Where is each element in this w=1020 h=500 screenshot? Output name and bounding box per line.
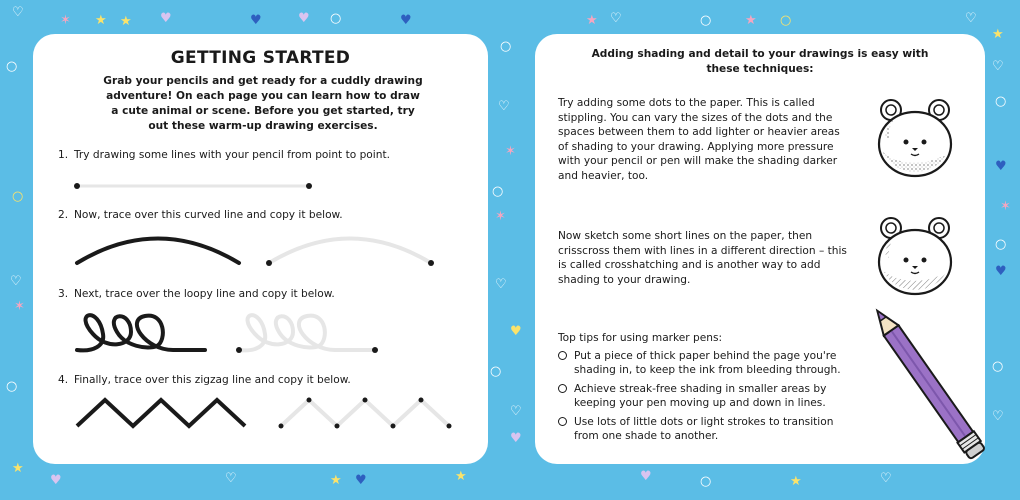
intro-text: Grab your pencils and get ready for a cuddly drawing adventure! On each page you can learn how to draw a cute animal or scene. Before you get started, try out these warm-up drawing exercises. — [103, 75, 423, 132]
heart-icon: ♡ — [12, 5, 24, 20]
heart-icon: ♡ — [510, 404, 522, 419]
star-icon: ★ — [790, 474, 802, 489]
bear-face-icon — [875, 96, 955, 178]
tip-text: Use lots of little dots or light strokes to transition from one shade to another. — [574, 416, 834, 442]
star-icon: ✶ — [505, 144, 516, 159]
tips-heading: Top tips for using marker pens: — [558, 332, 723, 344]
circle-icon: ○ — [12, 189, 24, 204]
heart-icon: ♡ — [498, 99, 510, 114]
heart-icon: ♥ — [298, 11, 310, 26]
heart-icon: ♡ — [965, 11, 977, 26]
heart-icon: ♡ — [610, 11, 622, 26]
star-icon: ✶ — [495, 209, 506, 224]
tip-text: Achieve streak-free shading in smaller areas by keeping your pen moving up and down in lines. — [574, 383, 827, 409]
heart-icon: ♡ — [10, 274, 22, 289]
heart-icon: ♥ — [160, 11, 172, 26]
bear-face-icon — [875, 214, 955, 296]
step-text: Next, trace over the loopy line and copy it below. — [74, 288, 335, 300]
step-text: Finally, trace over this zigzag line and copy it below. — [74, 374, 351, 386]
heart-icon: ♥ — [400, 13, 412, 28]
step-number: 2. — [58, 209, 69, 221]
heart-icon: ♥ — [640, 469, 652, 484]
star-icon: ★ — [586, 13, 598, 28]
circle-icon: ○ — [992, 359, 1004, 374]
pencil-icon — [870, 316, 1005, 476]
step-number: 1. — [58, 149, 69, 161]
crosshatching-text: Now sketch some short lines on the paper, then crisscross them with lines in a different direction – this is called crosshatching and is another way to add shading to your drawing. — [558, 230, 847, 286]
heart-icon: ♥ — [510, 324, 522, 339]
heart-icon: ♡ — [880, 471, 892, 486]
heart-icon: ♡ — [225, 471, 237, 486]
circle-icon — [558, 351, 567, 360]
star-icon: ★ — [120, 14, 132, 29]
shading-heading: Adding shading and detail to your drawings is easy with these techniques: — [591, 48, 929, 75]
star-icon: ✶ — [14, 299, 25, 314]
heart-icon: ♥ — [250, 13, 262, 28]
circle-icon: ○ — [330, 11, 342, 26]
circle-icon — [558, 417, 567, 426]
circle-icon: ○ — [492, 184, 504, 199]
circle-icon — [558, 384, 567, 393]
heart-icon: ♡ — [992, 59, 1004, 74]
circle-icon: ○ — [6, 59, 18, 74]
star-icon: ★ — [330, 473, 342, 488]
heart-icon: ♡ — [495, 277, 507, 292]
circle-icon: ○ — [500, 39, 512, 54]
circle-icon: ○ — [700, 13, 712, 28]
zigzag-line-exercise — [33, 34, 488, 464]
star-icon: ★ — [95, 13, 107, 28]
heart-icon: ♥ — [50, 473, 62, 488]
tip-text: Put a piece of thick paper behind the page you're shading in, to keep the ink from bleeding through. — [574, 350, 841, 376]
circle-icon: ○ — [995, 94, 1007, 109]
heart-icon: ♥ — [510, 431, 522, 446]
tip-item — [558, 415, 858, 443]
star-icon: ✶ — [60, 13, 71, 28]
circle-icon: ○ — [780, 13, 792, 28]
star-icon: ★ — [745, 13, 757, 28]
stippling-text: Try adding some dots to the paper. This is called stippling. You can vary the sizes of the dots and the spaces between them to add lighter or heavier areas of shading to your drawing. Applying more pressure with your pencil or pen will make the shading darker and heavier, too. — [558, 97, 840, 182]
tip-item — [558, 382, 858, 410]
heart-icon: ♥ — [355, 473, 367, 488]
heart-icon: ♥ — [995, 264, 1007, 279]
circle-icon: ○ — [700, 474, 712, 489]
circle-icon: ○ — [490, 364, 502, 379]
step-number: 3. — [58, 288, 69, 300]
heart-icon: ♥ — [995, 159, 1007, 174]
star-icon: ✶ — [1000, 199, 1011, 214]
star-icon: ★ — [992, 27, 1004, 42]
step-number: 4. — [58, 374, 69, 386]
step-text: Try drawing some lines with your pencil from point to point. — [74, 149, 390, 161]
heart-icon: ♡ — [992, 409, 1004, 424]
star-icon: ★ — [12, 461, 24, 476]
circle-icon: ○ — [6, 379, 18, 394]
circle-icon: ○ — [995, 237, 1007, 252]
page-title: GETTING STARTED — [170, 48, 351, 68]
tip-item — [558, 349, 858, 377]
left-page — [33, 34, 488, 464]
star-icon: ★ — [455, 469, 467, 484]
step-text: Now, trace over this curved line and copy it below. — [74, 209, 343, 221]
